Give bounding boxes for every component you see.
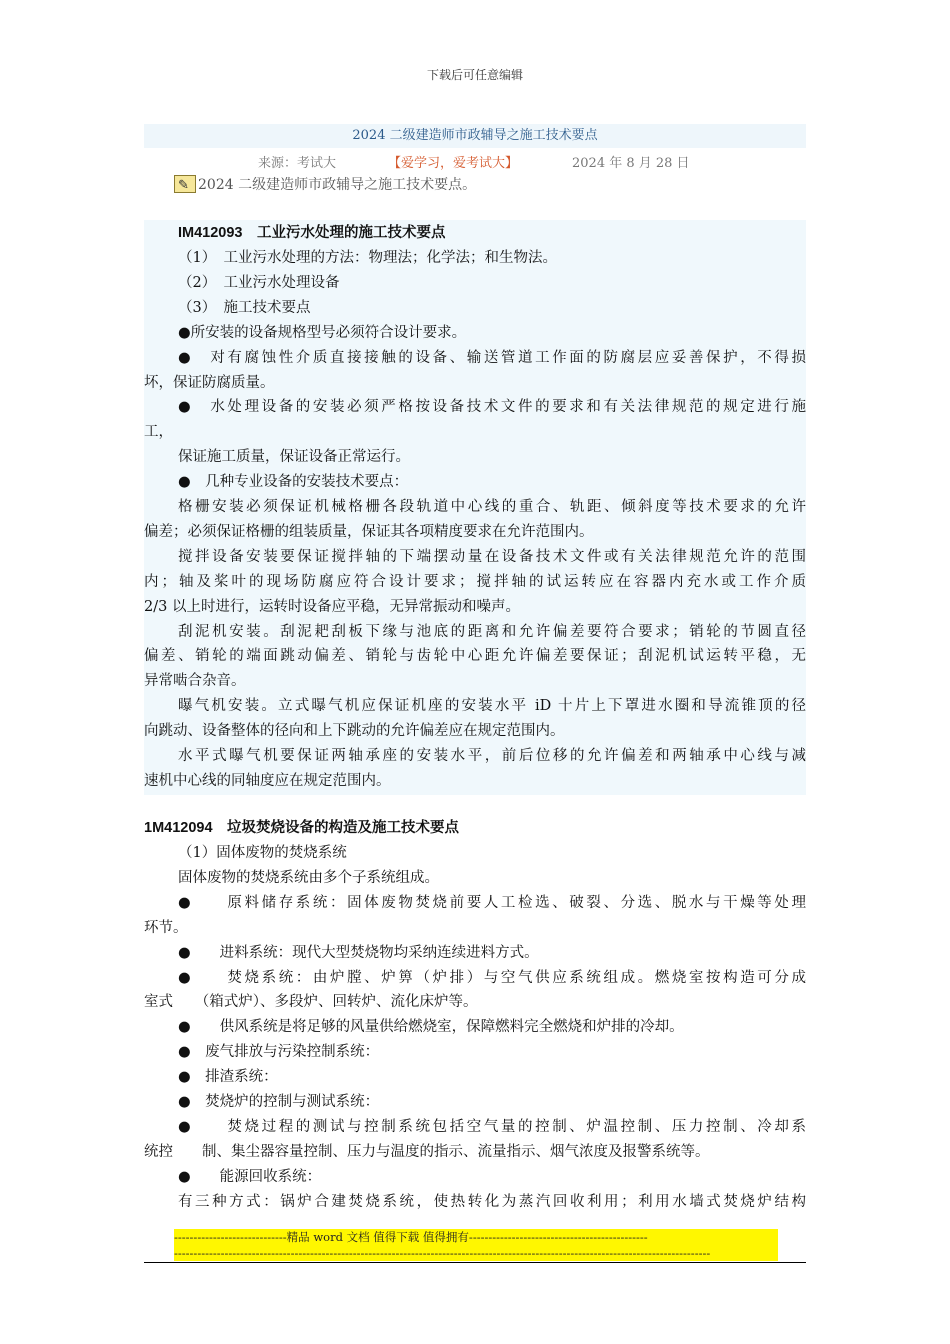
source-label: 来源：考试大 [258,156,337,171]
paragraph-line: ● 水处理设备的安装必须严格按设备技术文件的要求和有关法律规范的规定进行施 [178,399,806,416]
edit-icon [174,175,196,193]
paragraph-line: 2/3 以上时进行，运转时设备应平稳，无异常振动和噪声。 [144,598,520,615]
paragraph-line: ● 能源回收系统： [178,1168,322,1185]
paragraph-line: 固体废物的焚烧系统由多个子系统组成。 [178,869,439,886]
paragraph-line: （2） 工业污水处理设备 [178,274,340,291]
publish-date: 2024 年 8 月 28 日 [572,156,690,171]
section-heading: 1M412094 垃圾焚烧设备的构造及施工技术要点 [144,820,460,836]
footer-line-2: ------------------------------------------------------------------------------------------------------------------------------------------ [174,1246,711,1260]
section-heading: IM412093 工业污水处理的施工技术要点 [178,225,446,241]
page-header: 下载后可任意编辑 [426,68,523,82]
paragraph-line: （1） 工业污水处理的方法：物理法；化学法；和生物法。 [178,250,557,266]
article-title: 2024 二级建造师市政辅导之施工技术要点 [144,124,806,148]
paragraph-line: 曝气机安装。立式曝气机应保证机座的安装水平 iD 十片上下罩进水圈和导流锥顶的径 [178,698,806,715]
paragraph-line: 格栅安装必须保证机械格栅各段轨道中心线的重合、轨距、倾斜度等技术要求的允许 [178,499,806,515]
paragraph-line: 统控 制、集尘器容量控制、压力与温度的指示、流量指示、烟气浓度及报警系统等。 [144,1143,710,1160]
paragraph-line: 环节。 [144,919,188,936]
paragraph-line: 保证施工质量，保证设备正常运行。 [178,449,410,466]
paragraph-line: ● 几种专业设备的安装技术要点： [178,474,409,491]
paragraph-line: 工， [144,424,173,441]
paragraph-line: 向跳动、设备整体的径向和上下跳动的允许偏差应在规定范围内。 [144,723,565,740]
paragraph-line: 搅拌设备安装要保证搅拌轴的下端摆动量在设备技术文件或有关法律规范允许的范围 [178,548,806,565]
footer-divider [144,1262,806,1263]
paragraph-line: 内；轴及桨叶的现场防腐应符合设计要求；搅拌轴的试运转应在容器内充水或工作介质 [144,573,806,590]
paragraph-line: 室式 （箱式炉）、多段炉、回转炉、流化床炉等。 [144,994,478,1011]
paragraph-line: ● 焚烧系统：由炉膛、炉箅（炉排）与空气供应系统组成。燃烧室按构造可分成 [178,969,806,986]
paragraph-line: （3） 施工技术要点 [178,299,311,316]
paragraph-line: 水平式曝气机要保证两轴承座的安装水平，前后位移的允许偏差和两轴承中心线与减 [178,748,806,764]
paragraph-line: 偏差、销轮的端面跳动偏差、销轮与齿轮中心距允许偏差要保证；刮泥机试运转平稳，无 [144,648,806,665]
slogan-link[interactable]: 【爱学习，爱考试大】 [388,156,519,171]
footer-banner [174,1229,778,1261]
paragraph-line: 刮泥机安装。刮泥耙刮板下缘与池底的距离和允许偏差要符合要求；销轮的节圆直径 [178,623,806,640]
paragraph-line: ● 焚烧炉的控制与测试系统： [178,1094,380,1110]
paragraph-line: 异常啮合杂音。 [144,673,246,690]
paragraph-line: ● 供风系统是将足够的风量供给燃烧室，保障燃料完全燃烧和炉排的冷却。 [178,1019,684,1036]
paragraph-line: ● 原料储存系统：固体废物焚烧前要人工检选、破裂、分选、脱水与干燥等处理 [178,894,806,911]
paragraph-line: ● 对有腐蚀性介质直接接触的设备、输送管道工作面的防腐层应妥善保护，不得损 [178,349,806,366]
paragraph-line: ● 排渣系统： [178,1069,278,1086]
subtitle-text: 2024 二级建造师市政辅导之施工技术要点。 [198,177,477,193]
paragraph-line: 有三种方式：锅炉合建焚烧系统，使热转化为蒸汽回收利用；利用水墙式焚烧炉结构 [178,1193,806,1210]
paragraph-line: （1）固体废物的焚烧系统 [178,845,347,861]
paragraph-line: ● 进料系统：现代大型焚烧物均采纳连续进料方式。 [178,944,539,961]
paragraph-line: 偏差；必须保证格栅的组装质量，保证其各项精度要求在允许范围内。 [144,523,594,540]
paragraph-line: ●所安装的设备规格型号必须符合设计要求。 [178,324,467,341]
article-meta [144,150,806,172]
paragraph-line: 速机中心线的同轴度应在规定范围内。 [144,772,391,789]
paragraph-line: ● 焚烧过程的测试与控制系统包括空气量的控制、炉温控制、压力控制、冷却系 [178,1118,806,1135]
footer-line-1: -----------------------------精品 word 文档 值得下载 值得拥有---------------------------------------------- [174,1230,648,1244]
paragraph-line: ● 废气排放与污染控制系统： [178,1044,380,1061]
subtitle [174,173,476,197]
paragraph-line: 坏，保证防腐质量。 [144,374,275,391]
